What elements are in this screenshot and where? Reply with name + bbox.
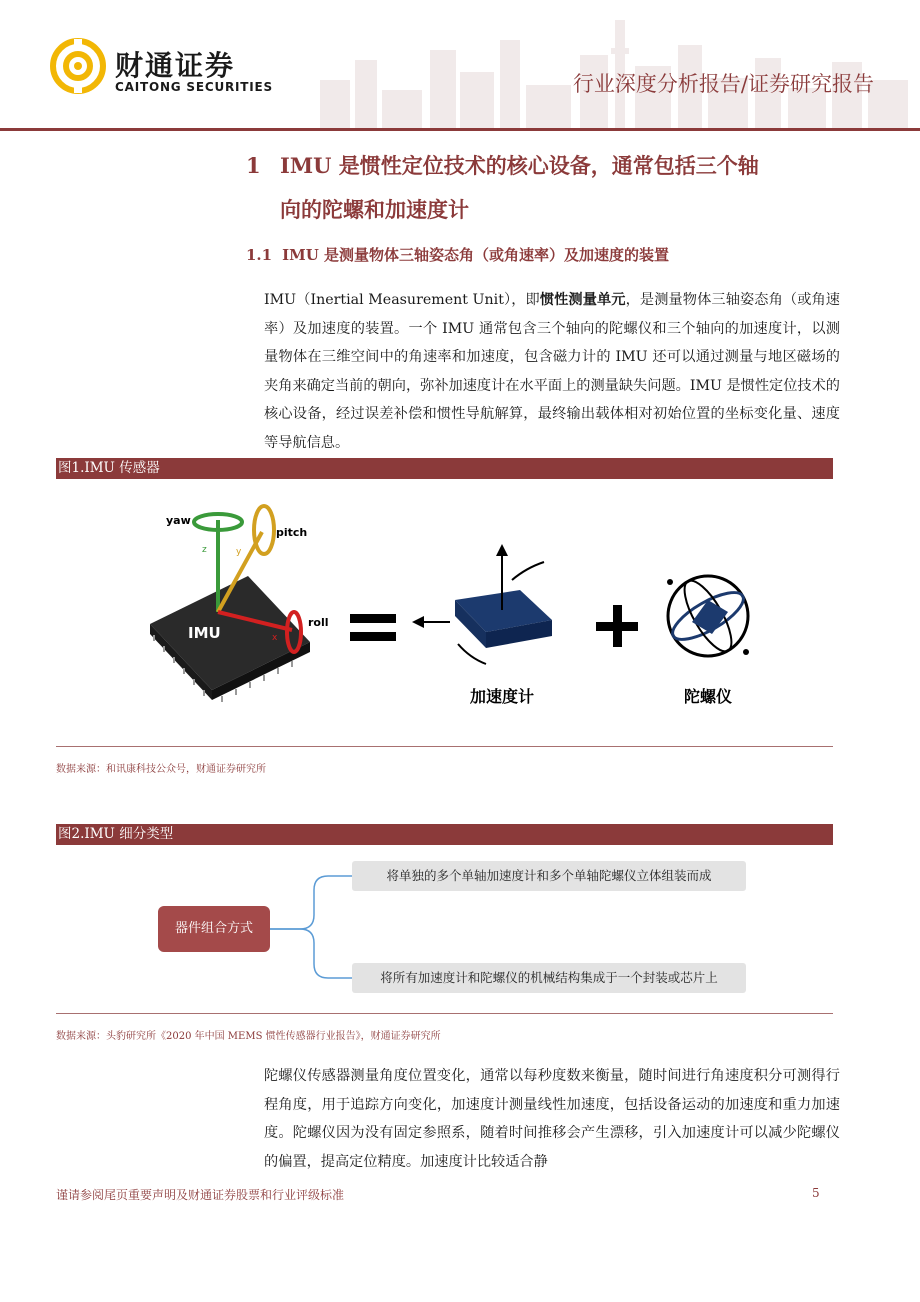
gyroscope-label: 陀螺仪 xyxy=(684,687,733,706)
subsection-number: 1.1 xyxy=(246,246,273,264)
para1-text-bold: 惯性测量单元 xyxy=(539,292,626,308)
figure2-mindmap xyxy=(150,850,760,1005)
body-paragraph-2: 陀螺仪传感器测量角度位置变化，通常以每秒度数来衡量，随时间进行角速度积分可测得行程角度，用于追踪方向变化，加速度计测量线性加速度，包括设备运动的加速度和重力加速度。陀螺仪因为没有固定参照系，随着时间推移会产生漂移，引入加速度计可以减少陀螺仪的偏置，提高定位精度。加速度计比较适合静 xyxy=(264,1068,840,1170)
brand-name-cn: 财通证券 xyxy=(115,49,236,82)
section-number: 1 xyxy=(246,153,261,178)
figure2-title: 图2.IMU 细分类型 xyxy=(58,826,174,842)
section-title-line2: 向的陀螺和加速度计 xyxy=(280,197,469,222)
brand-name-en: CAITONG SECURITIES xyxy=(115,80,274,94)
city-skyline-background xyxy=(300,0,920,128)
figure1-source: 数据来源：和讯康科技公众号，财通证券研究所 xyxy=(56,764,266,775)
equals-icon xyxy=(350,614,396,623)
gyroscope-icon xyxy=(666,574,749,657)
report-type: 行业深度分析报告/证券研究报告 xyxy=(572,72,874,96)
footer-disclaimer: 谨请参阅尾页重要声明及财通证券股票和行业评级标准 xyxy=(56,1188,345,1202)
accelerometer-label: 加速度计 xyxy=(470,687,535,706)
figure1-title-bar xyxy=(56,458,833,479)
caitong-logo xyxy=(50,38,106,94)
subsection-title: IMU 是测量物体三轴姿态角（或角速率）及加速度的装置 xyxy=(282,246,670,264)
figure1-title: 图1.IMU 传感器 xyxy=(58,460,160,476)
pitch-rotation-icon xyxy=(254,506,274,554)
yaw-label: yaw xyxy=(166,514,191,527)
header-divider xyxy=(0,128,920,131)
figure1-source-divider xyxy=(56,746,833,747)
body-paragraph-1 xyxy=(264,286,840,457)
para1-text-pre: IMU（Inertial Measurement Unit），即 xyxy=(264,292,540,308)
page-number: 5 xyxy=(812,1186,820,1200)
x-label: x xyxy=(272,633,278,643)
figure2-source-divider xyxy=(56,1013,833,1014)
accelerometer-icon xyxy=(412,544,552,664)
pitch-label: pitch xyxy=(276,526,308,539)
z-label: z xyxy=(202,545,207,555)
mindmap-leaf-node: 将单独的多个单轴加速度计和多个单轴陀螺仪立体组装而成 xyxy=(352,861,746,891)
mindmap-leaf-node: 将所有加速度计和陀螺仪的机械结构集成于一个封装或芯片上 xyxy=(352,963,746,993)
mindmap-root-node: 器件组合方式 xyxy=(158,906,270,952)
section-heading xyxy=(246,144,846,232)
figure1-imu-illustration xyxy=(140,492,780,738)
y-label: y xyxy=(236,547,242,557)
figure2-title-bar xyxy=(56,824,833,845)
para1-text-post: ，是测量物体三轴姿态角（或角速率）及加速度的装置。一个 IMU 通常包含三个轴向的陀螺仪和三个轴向的加速度计，以测量物体在三维空间中的角速率和加速度，包含磁力计的 IMU 还可以通过测量与地区磁场的夹角来确定当前的朝向，弥补加速度计在水平面上的测量缺失问题。IMU 是惯性定位技术的核心设备，经过误差补偿和惯性导航解算，最终输出载体相对初始位置的坐标变化量、速度等导航信息。 xyxy=(264,292,840,451)
section-title-line1: IMU 是惯性定位技术的核心设备，通常包括三个轴 xyxy=(280,153,759,178)
subsection-heading xyxy=(246,244,669,265)
roll-label: roll xyxy=(308,616,329,629)
figure2-source: 数据来源：头豹研究所《2020 年中国 MEMS 惯性传感器行业报告》，财通证券研究所 xyxy=(56,1031,441,1042)
chip-label: IMU xyxy=(188,624,221,642)
